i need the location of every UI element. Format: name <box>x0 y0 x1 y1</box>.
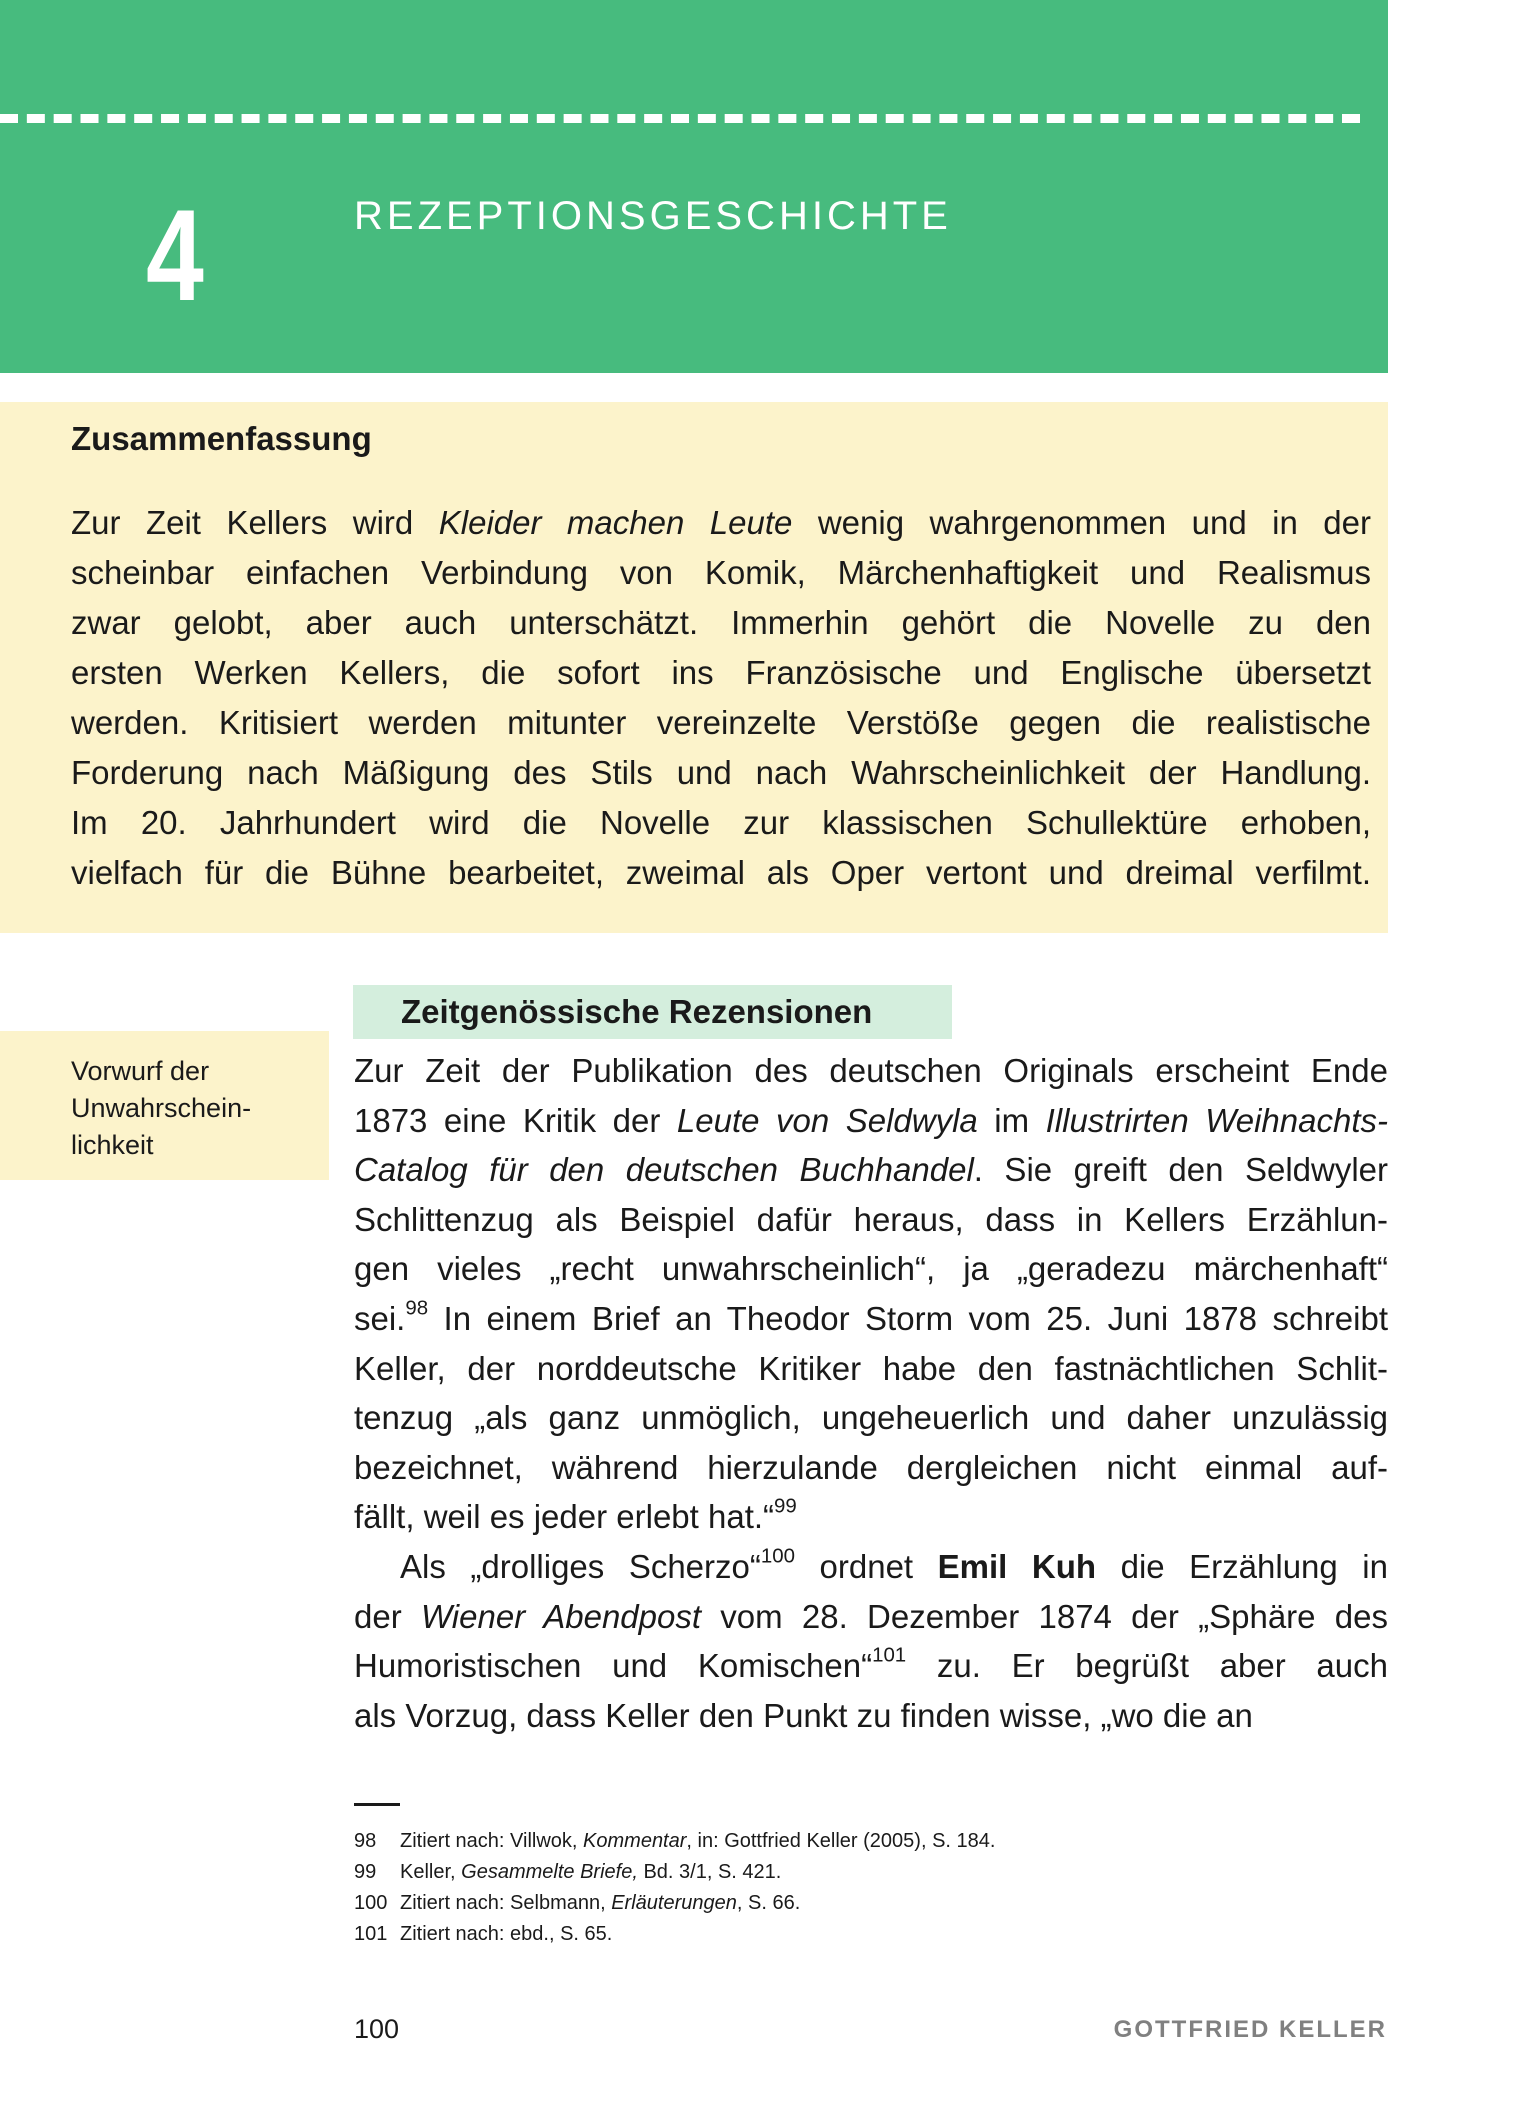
text-line <box>354 1344 1388 1394</box>
text-run: die Erzählung in <box>1096 1547 1388 1585</box>
footnote-ref: 101 <box>872 1643 907 1667</box>
footnote-ref: 99 <box>774 1495 797 1518</box>
text-run: Kommentar <box>583 1830 687 1852</box>
text-run: gen vieles „recht unwahrscheinlich“, ja „geradezu märchenhaft“ <box>354 1250 1388 1288</box>
text-line <box>354 1492 1388 1542</box>
text-run: Leute von Seldwyla <box>676 1101 978 1139</box>
footnote-ref: 100 <box>760 1544 795 1568</box>
text-run: In einem Brief an Theodor Storm vom 25. Juni 1878 schreibt <box>428 1299 1388 1337</box>
text-run: Zitiert nach: Villwok, <box>400 1830 584 1852</box>
text-run: wenig wahrgenommen und in der <box>792 504 1371 541</box>
text-line <box>71 548 1371 598</box>
text-run: Als „drolliges Scherzo“ <box>400 1547 761 1585</box>
text-line <box>71 498 1371 548</box>
text-run: . Sie greift den Seldwyler <box>973 1151 1389 1189</box>
text-run: scheinbar einfachen Verbindung von Komik, Märchenhaftigkeit und Realismus <box>71 554 1371 591</box>
footnote-number: 99 <box>354 1861 377 1883</box>
text-run: als Vorzug, dass Keller den Punkt zu finden wisse, „wo die an <box>354 1696 1253 1734</box>
footnote <box>354 1888 995 1919</box>
footnote-number: 100 <box>354 1892 388 1914</box>
text-run: im <box>977 1101 1046 1139</box>
text-run: sei. <box>354 1299 406 1337</box>
page-number: 100 <box>354 2014 400 2044</box>
text-run: Zitiert nach: ebd., S. 65. <box>400 1923 613 1945</box>
text-line <box>71 598 1371 648</box>
text-run: Kleider machen Leute <box>438 504 793 541</box>
text-run: fällt, weil es jeder erlebt hat.“ <box>354 1498 775 1536</box>
text-run: bezeichnet, während hierzulande dergleichen nicht einmal auf- <box>354 1448 1388 1486</box>
text-line <box>354 1244 1388 1294</box>
footnote-ref: 98 <box>405 1296 429 1320</box>
text-run: zwar gelobt, aber auch unterschätzt. Immerhin gehört die Novelle zu den <box>71 604 1371 641</box>
summary-heading: Zusammenfassung <box>71 420 372 457</box>
footnote <box>354 1919 995 1950</box>
text-run: tenzug „als ganz unmöglich, ungeheuerlich und daher unzulässig <box>354 1399 1388 1437</box>
text-line <box>354 1641 1388 1691</box>
text-line <box>354 1592 1388 1642</box>
text-run: ordnet <box>794 1547 938 1585</box>
footnotes <box>354 1826 995 1950</box>
text-run: werden. Kritisiert werden mitunter vereinzelte Verstöße gegen die realistische <box>71 704 1371 741</box>
text-run: Keller, der norddeutsche Kritiker habe den fastnächtlichen Schlit- <box>354 1349 1388 1387</box>
text-run: 1873 eine Kritik der <box>354 1101 677 1139</box>
text-line <box>354 1443 1388 1493</box>
text-run: Im 20. Jahrhundert wird die Novelle zur klassischen Schullektüre erhoben, <box>71 804 1371 841</box>
margin-note-box <box>0 1031 329 1180</box>
dashed-divider <box>0 114 1360 123</box>
text-run: Zur Zeit der Publikation des deutschen Originals erscheint Ende <box>354 1052 1388 1089</box>
text-run: Forderung nach Mäßigung des Stils und nach Wahrscheinlichkeit der Handlung. <box>71 754 1371 791</box>
text-line <box>354 1393 1388 1443</box>
text-line <box>354 1096 1388 1146</box>
chapter-title: REZEPTIONSGESCHICHTE <box>354 194 952 238</box>
footnote-number: 98 <box>354 1830 377 1852</box>
text-run: Keller, <box>400 1861 462 1883</box>
text-run: Bd. 3/1, S. 421. <box>637 1861 782 1883</box>
footnote <box>354 1826 995 1857</box>
text-run: vielfach für die Bühne bearbeitet, zweimal als Oper vertont und dreimal verfilmt. <box>71 854 1371 891</box>
text-run: vom 28. Dezember 1874 der „Sphäre des <box>701 1597 1388 1635</box>
text-line <box>354 1294 1388 1344</box>
text-line <box>71 798 1371 848</box>
text-run: , in: Gottfried Keller (2005), S. 184. <box>686 1830 996 1852</box>
text-run: Zitiert nach: Selbmann, <box>400 1892 612 1914</box>
text-run: Erläuterungen <box>611 1892 737 1914</box>
footnote <box>354 1857 995 1888</box>
text-line <box>354 1691 1388 1741</box>
chapter-number: 4 <box>146 182 204 328</box>
text-run: Wiener Abendpost <box>420 1597 702 1635</box>
text-run: Catalog für den deutschen Buchhandel <box>354 1151 974 1189</box>
text-run: Schlittenzug als Beispiel dafür heraus, dass in Kellers Erzählun- <box>354 1200 1388 1238</box>
text-line <box>354 1542 1388 1592</box>
text-line <box>354 1145 1388 1195</box>
text-run: Illustrirten Weihnachts- <box>1045 1101 1388 1139</box>
text-line <box>71 748 1371 798</box>
chapter-header-band <box>0 0 1388 373</box>
section-heading: Zeitgenössische Rezensionen <box>401 993 873 1030</box>
footnote-rule <box>354 1803 400 1806</box>
text-line <box>354 1046 1388 1096</box>
text-run: Gesammelte Briefe, <box>461 1861 638 1883</box>
running-head: GOTTFRIED KELLER <box>1113 2016 1387 2043</box>
text-run: Emil Kuh <box>937 1547 1097 1585</box>
text-line <box>71 848 1371 898</box>
text-line <box>354 1195 1388 1245</box>
text-run: Humoristischen und Komischen“ <box>354 1647 873 1685</box>
footnote-number: 101 <box>354 1923 388 1945</box>
text-line <box>71 648 1371 698</box>
summary-text <box>71 498 1371 898</box>
body-text <box>354 1046 1388 1740</box>
text-run: zu. Er begrüßt aber auch <box>906 1647 1388 1685</box>
section-heading-box <box>353 985 952 1039</box>
text-run: , S. 66. <box>736 1892 801 1914</box>
margin-note: Vorwurf der Unwahrschein- lichkeit <box>71 1056 252 1160</box>
text-run: ersten Werken Kellers, die sofort ins Französische und Englische übersetzt <box>71 654 1371 691</box>
text-run: der <box>354 1597 421 1635</box>
text-run: Zur Zeit Kellers wird <box>71 504 439 541</box>
text-line <box>71 698 1371 748</box>
